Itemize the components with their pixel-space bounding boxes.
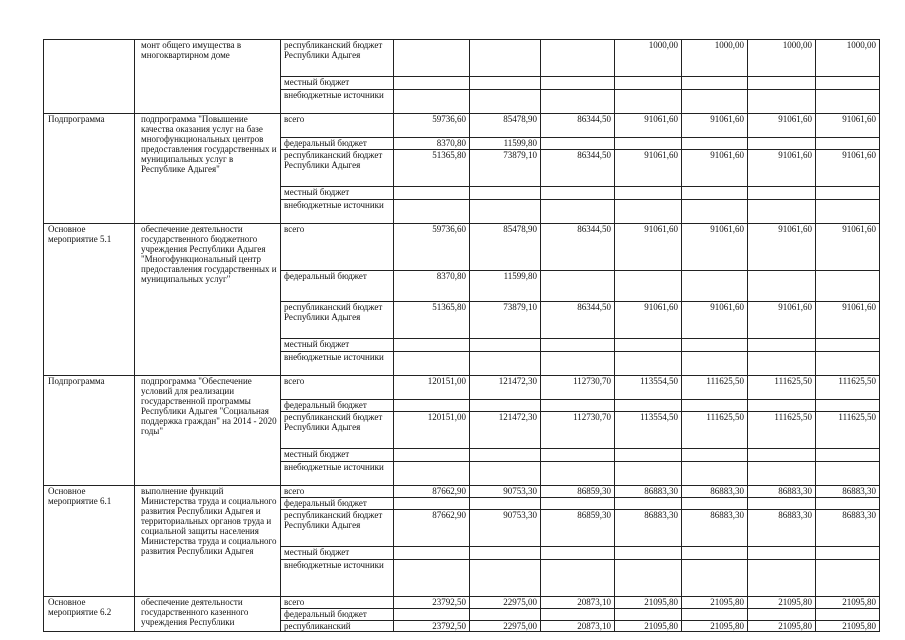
amount-cell-year-1: 23792,50 [394, 621, 470, 632]
amount-cell-year-3 [541, 462, 615, 486]
amount-cell-year-5 [682, 138, 748, 150]
amount-cell-year-2 [470, 187, 541, 200]
amount-cell-year-1 [394, 40, 470, 77]
amount-cell-year-4: 113554,50 [615, 376, 682, 400]
amount-cell-year-6 [748, 400, 816, 412]
amount-cell-year-1: 8370,80 [394, 271, 470, 302]
amount-cell-year-1 [394, 77, 470, 90]
amount-cell-year-4 [615, 498, 682, 510]
amount-cell-year-2: 11599,80 [470, 138, 541, 150]
amount-cell-year-3 [541, 352, 615, 376]
amount-cell-year-3 [541, 498, 615, 510]
amount-cell-year-3 [541, 200, 615, 224]
amount-cell-year-2 [470, 560, 541, 597]
funding-source-cell: республиканский бюджет Республики Адыгея [281, 40, 394, 77]
funding-source-cell: внебюджетные источники [281, 200, 394, 224]
amount-cell-year-5 [682, 498, 748, 510]
amount-cell-year-5 [682, 200, 748, 224]
amount-cell-year-7 [816, 547, 880, 560]
amount-cell-year-1: 8370,80 [394, 138, 470, 150]
amount-cell-year-2: 73879,10 [470, 302, 541, 339]
amount-cell-year-1 [394, 352, 470, 376]
table-row [44, 114, 880, 138]
amount-cell-year-6: 91061,60 [748, 150, 816, 187]
amount-cell-year-4: 91061,60 [615, 302, 682, 339]
amount-cell-year-1 [394, 400, 470, 412]
amount-cell-year-4: 86883,30 [615, 510, 682, 547]
amount-cell-year-5: 111625,50 [682, 412, 748, 449]
amount-cell-year-2: 22975,00 [470, 621, 541, 632]
amount-cell-year-5: 21095,80 [682, 621, 748, 632]
amount-cell-year-7: 91061,60 [816, 114, 880, 138]
program-description-cell: обеспечение деятельности государственного бюджетного учреждения Республики Адыгея "Многофункциональный центр предоставления государственных и муниципальных услуг" [135, 224, 281, 376]
amount-cell-year-1 [394, 462, 470, 486]
amount-cell-year-4: 1000,00 [615, 40, 682, 77]
amount-cell-year-2: 90753,30 [470, 510, 541, 547]
amount-cell-year-3 [541, 560, 615, 597]
program-description-cell: подпрограмма "Обеспечение условий для реализации государственной программы Республики Адыгея "Социальная поддержка граждан" на 2014 - 2020 годы" [135, 376, 281, 486]
amount-cell-year-1: 51365,80 [394, 150, 470, 187]
table-row [44, 376, 880, 400]
amount-cell-year-2 [470, 609, 541, 621]
amount-cell-year-4 [615, 77, 682, 90]
funding-source-cell: федеральный бюджет [281, 609, 394, 621]
amount-cell-year-2 [470, 40, 541, 77]
amount-cell-year-2: 73879,10 [470, 150, 541, 187]
program-type-cell: Основное мероприятие 6.2 [44, 597, 135, 632]
amount-cell-year-3 [541, 547, 615, 560]
amount-cell-year-3: 86344,50 [541, 150, 615, 187]
amount-cell-year-1 [394, 90, 470, 114]
amount-cell-year-6 [748, 462, 816, 486]
amount-cell-year-6: 21095,80 [748, 621, 816, 632]
funding-source-cell: внебюджетные источники [281, 462, 394, 486]
program-description-cell: монт общего имущества в многоквартирном доме [135, 40, 281, 114]
amount-cell-year-3: 86344,50 [541, 302, 615, 339]
amount-cell-year-3: 86344,50 [541, 114, 615, 138]
amount-cell-year-5 [682, 77, 748, 90]
amount-cell-year-4 [615, 400, 682, 412]
amount-cell-year-7 [816, 339, 880, 352]
amount-cell-year-2 [470, 77, 541, 90]
amount-cell-year-2 [470, 498, 541, 510]
program-description-cell: выполнение функций Министерства труда и социального развития Республики Адыгея и территориальных органов труда и социальной защиты населения Министерства труда и социального развития Республики Адыгея [135, 486, 281, 597]
funding-source-cell: всего [281, 224, 394, 271]
funding-source-cell: республиканский бюджет Республики Адыгея [281, 412, 394, 449]
amount-cell-year-4 [615, 339, 682, 352]
amount-cell-year-1 [394, 339, 470, 352]
funding-source-cell: местный бюджет [281, 547, 394, 560]
amount-cell-year-7: 91061,60 [816, 150, 880, 187]
amount-cell-year-6 [748, 77, 816, 90]
amount-cell-year-1 [394, 187, 470, 200]
amount-cell-year-2: 85478,90 [470, 224, 541, 271]
program-type-cell: Подпрограмма [44, 376, 135, 486]
amount-cell-year-4: 21095,80 [615, 597, 682, 609]
amount-cell-year-2 [470, 449, 541, 462]
amount-cell-year-1 [394, 449, 470, 462]
amount-cell-year-1 [394, 200, 470, 224]
amount-cell-year-2 [470, 352, 541, 376]
amount-cell-year-4: 91061,60 [615, 114, 682, 138]
amount-cell-year-7 [816, 462, 880, 486]
amount-cell-year-6: 111625,50 [748, 412, 816, 449]
amount-cell-year-6 [748, 271, 816, 302]
funding-source-cell: всего [281, 114, 394, 138]
amount-cell-year-2: 85478,90 [470, 114, 541, 138]
table-row [44, 486, 880, 498]
amount-cell-year-5 [682, 400, 748, 412]
amount-cell-year-6 [748, 560, 816, 597]
amount-cell-year-3 [541, 609, 615, 621]
amount-cell-year-7: 91061,60 [816, 224, 880, 271]
amount-cell-year-5 [682, 187, 748, 200]
amount-cell-year-7: 111625,50 [816, 412, 880, 449]
amount-cell-year-3: 20873,10 [541, 597, 615, 609]
amount-cell-year-5 [682, 449, 748, 462]
funding-source-cell: республиканский бюджет Республики Адыгея [281, 150, 394, 187]
funding-source-cell: федеральный бюджет [281, 498, 394, 510]
amount-cell-year-3: 86859,30 [541, 510, 615, 547]
amount-cell-year-5: 91061,60 [682, 114, 748, 138]
funding-source-cell: федеральный бюджет [281, 271, 394, 302]
amount-cell-year-6: 1000,00 [748, 40, 816, 77]
amount-cell-year-1: 120151,00 [394, 376, 470, 400]
amount-cell-year-7 [816, 271, 880, 302]
amount-cell-year-7 [816, 449, 880, 462]
amount-cell-year-5: 111625,50 [682, 376, 748, 400]
amount-cell-year-3 [541, 138, 615, 150]
funding-source-cell: внебюджетные источники [281, 560, 394, 597]
amount-cell-year-3 [541, 40, 615, 77]
amount-cell-year-2: 90753,30 [470, 486, 541, 498]
amount-cell-year-7 [816, 90, 880, 114]
program-description-cell: обеспечение деятельности государственного казенного учреждения Республики [135, 597, 281, 632]
amount-cell-year-1 [394, 547, 470, 560]
amount-cell-year-7: 111625,50 [816, 376, 880, 400]
amount-cell-year-5: 86883,30 [682, 486, 748, 498]
amount-cell-year-4 [615, 462, 682, 486]
funding-source-cell: местный бюджет [281, 77, 394, 90]
program-type-cell [44, 40, 135, 114]
amount-cell-year-6: 86883,30 [748, 486, 816, 498]
amount-cell-year-2: 121472,30 [470, 376, 541, 400]
amount-cell-year-4 [615, 547, 682, 560]
budget-table [43, 39, 880, 632]
amount-cell-year-4 [615, 352, 682, 376]
amount-cell-year-4 [615, 271, 682, 302]
amount-cell-year-4 [615, 90, 682, 114]
amount-cell-year-6: 91061,60 [748, 224, 816, 271]
amount-cell-year-1 [394, 498, 470, 510]
table-row [44, 597, 880, 609]
funding-source-cell: всего [281, 376, 394, 400]
funding-source-cell: республиканский [281, 621, 394, 632]
amount-cell-year-2: 121472,30 [470, 412, 541, 449]
amount-cell-year-5: 1000,00 [682, 40, 748, 77]
amount-cell-year-6: 91061,60 [748, 302, 816, 339]
amount-cell-year-7 [816, 400, 880, 412]
funding-source-cell: внебюджетные источники [281, 90, 394, 114]
amount-cell-year-1: 87662,90 [394, 510, 470, 547]
funding-source-cell: всего [281, 597, 394, 609]
amount-cell-year-4: 86883,30 [615, 486, 682, 498]
program-type-cell: Основное мероприятие 6.1 [44, 486, 135, 597]
funding-source-cell: республиканский бюджет Республики Адыгея [281, 302, 394, 339]
amount-cell-year-7: 86883,30 [816, 510, 880, 547]
amount-cell-year-1 [394, 560, 470, 597]
amount-cell-year-2 [470, 90, 541, 114]
amount-cell-year-3 [541, 90, 615, 114]
amount-cell-year-6: 21095,80 [748, 597, 816, 609]
amount-cell-year-3: 86859,30 [541, 486, 615, 498]
amount-cell-year-5 [682, 547, 748, 560]
amount-cell-year-4 [615, 138, 682, 150]
amount-cell-year-1: 59736,60 [394, 224, 470, 271]
amount-cell-year-7 [816, 77, 880, 90]
amount-cell-year-3 [541, 400, 615, 412]
amount-cell-year-5 [682, 339, 748, 352]
amount-cell-year-2 [470, 200, 541, 224]
amount-cell-year-7: 86883,30 [816, 486, 880, 498]
amount-cell-year-5: 91061,60 [682, 150, 748, 187]
amount-cell-year-4: 91061,60 [615, 224, 682, 271]
amount-cell-year-2 [470, 462, 541, 486]
amount-cell-year-2: 22975,00 [470, 597, 541, 609]
amount-cell-year-6 [748, 187, 816, 200]
amount-cell-year-5 [682, 462, 748, 486]
amount-cell-year-1 [394, 609, 470, 621]
amount-cell-year-7 [816, 609, 880, 621]
amount-cell-year-6 [748, 200, 816, 224]
amount-cell-year-4 [615, 449, 682, 462]
funding-source-cell: местный бюджет [281, 449, 394, 462]
amount-cell-year-6 [748, 90, 816, 114]
amount-cell-year-3: 112730,70 [541, 412, 615, 449]
amount-cell-year-3 [541, 77, 615, 90]
amount-cell-year-3 [541, 271, 615, 302]
amount-cell-year-2 [470, 339, 541, 352]
funding-source-cell: федеральный бюджет [281, 138, 394, 150]
amount-cell-year-7 [816, 498, 880, 510]
funding-source-cell: местный бюджет [281, 339, 394, 352]
amount-cell-year-5: 91061,60 [682, 302, 748, 339]
funding-source-cell: федеральный бюджет [281, 400, 394, 412]
amount-cell-year-1: 51365,80 [394, 302, 470, 339]
amount-cell-year-5 [682, 609, 748, 621]
amount-cell-year-4 [615, 200, 682, 224]
amount-cell-year-2 [470, 547, 541, 560]
amount-cell-year-7 [816, 352, 880, 376]
amount-cell-year-4: 91061,60 [615, 150, 682, 187]
amount-cell-year-5 [682, 90, 748, 114]
amount-cell-year-3 [541, 449, 615, 462]
amount-cell-year-7 [816, 187, 880, 200]
budget-table-page [43, 39, 879, 631]
amount-cell-year-6 [748, 609, 816, 621]
amount-cell-year-4: 21095,80 [615, 621, 682, 632]
amount-cell-year-6: 91061,60 [748, 114, 816, 138]
amount-cell-year-5: 86883,30 [682, 510, 748, 547]
amount-cell-year-3: 112730,70 [541, 376, 615, 400]
funding-source-cell: внебюджетные источники [281, 352, 394, 376]
amount-cell-year-5: 91061,60 [682, 224, 748, 271]
amount-cell-year-5: 21095,80 [682, 597, 748, 609]
program-type-cell: Подпрограмма [44, 114, 135, 224]
amount-cell-year-6 [748, 498, 816, 510]
amount-cell-year-3: 86344,50 [541, 224, 615, 271]
amount-cell-year-7: 21095,80 [816, 621, 880, 632]
table-row [44, 40, 880, 77]
amount-cell-year-7 [816, 200, 880, 224]
funding-source-cell: республиканский бюджет Республики Адыгея [281, 510, 394, 547]
amount-cell-year-5 [682, 560, 748, 597]
program-type-cell: Основное мероприятие 5.1 [44, 224, 135, 376]
amount-cell-year-4 [615, 560, 682, 597]
amount-cell-year-1: 87662,90 [394, 486, 470, 498]
amount-cell-year-7: 21095,80 [816, 597, 880, 609]
amount-cell-year-3 [541, 187, 615, 200]
amount-cell-year-3: 20873,10 [541, 621, 615, 632]
amount-cell-year-4 [615, 609, 682, 621]
amount-cell-year-5 [682, 271, 748, 302]
amount-cell-year-7: 91061,60 [816, 302, 880, 339]
table-row [44, 224, 880, 271]
amount-cell-year-4 [615, 187, 682, 200]
amount-cell-year-1: 120151,00 [394, 412, 470, 449]
amount-cell-year-5 [682, 352, 748, 376]
amount-cell-year-6 [748, 339, 816, 352]
amount-cell-year-6 [748, 449, 816, 462]
amount-cell-year-1: 23792,50 [394, 597, 470, 609]
amount-cell-year-2 [470, 400, 541, 412]
amount-cell-year-6: 86883,30 [748, 510, 816, 547]
program-description-cell: подпрограмма "Повышение качества оказания услуг на базе многофункциональных центров предоставления государственных и муниципальных услуг в Республике Адыгея" [135, 114, 281, 224]
amount-cell-year-6 [748, 547, 816, 560]
amount-cell-year-7 [816, 560, 880, 597]
amount-cell-year-7: 1000,00 [816, 40, 880, 77]
funding-source-cell: всего [281, 486, 394, 498]
amount-cell-year-4: 113554,50 [615, 412, 682, 449]
amount-cell-year-6 [748, 138, 816, 150]
funding-source-cell: местный бюджет [281, 187, 394, 200]
amount-cell-year-2: 11599,80 [470, 271, 541, 302]
amount-cell-year-7 [816, 138, 880, 150]
amount-cell-year-6: 111625,50 [748, 376, 816, 400]
amount-cell-year-3 [541, 339, 615, 352]
amount-cell-year-1: 59736,60 [394, 114, 470, 138]
amount-cell-year-6 [748, 352, 816, 376]
